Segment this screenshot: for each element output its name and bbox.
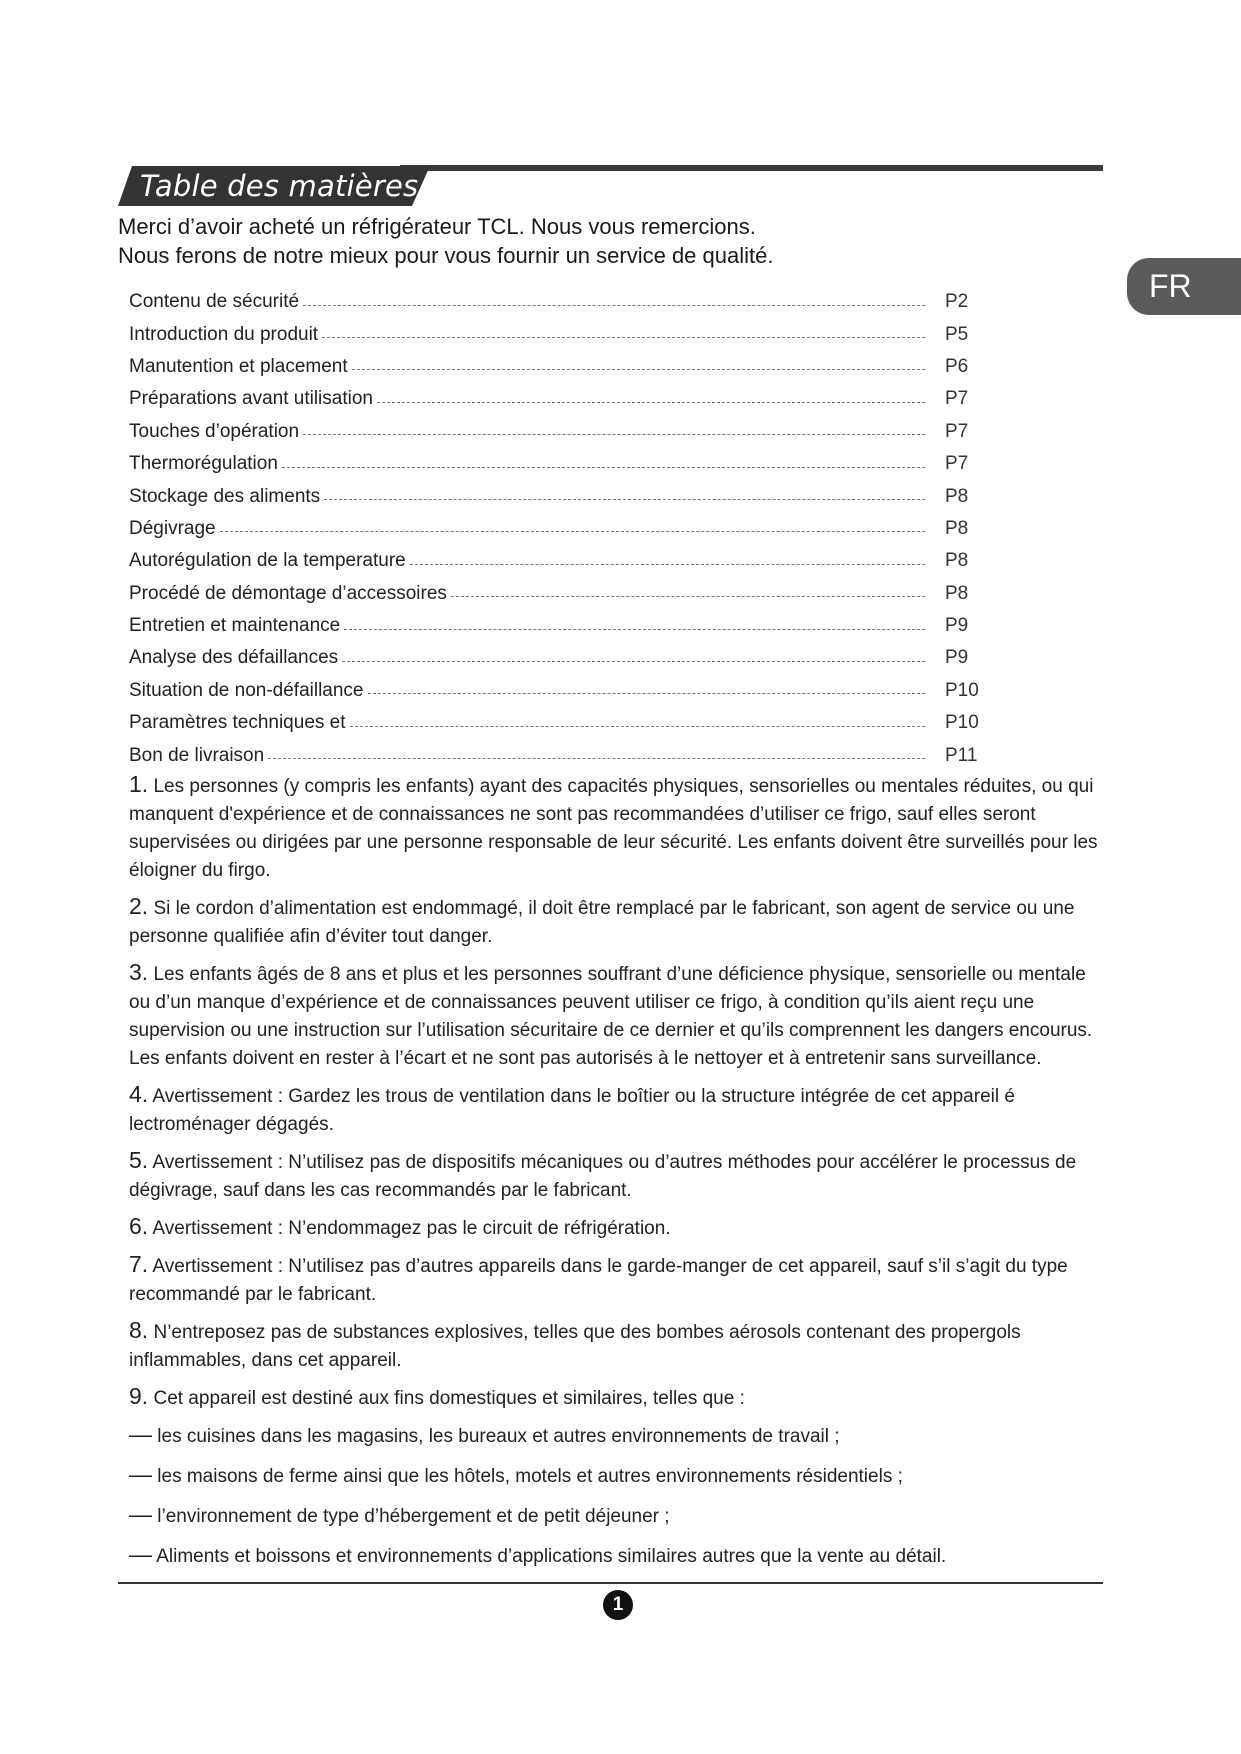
- toc-entry-label: Analyse des défaillances: [129, 647, 339, 669]
- safety-item: 7. Avertissement : N’utilisez pas d’autres appareils dans le garde-manger de cet appareil, sauf s’il s’agit du type recommandé par le fabricant.: [129, 1251, 1068, 1305]
- safety-sub-item: — Aliments et boissons et environnements d’applications similaires autres que la vente au détail.: [129, 1541, 947, 1567]
- toc-entry-page: P7: [945, 388, 969, 410]
- toc-entry[interactable]: [129, 739, 989, 771]
- toc-leader: [268, 758, 925, 759]
- page-number: 1: [603, 1590, 633, 1620]
- toc-entry-page: P7: [945, 453, 969, 475]
- toc-entry[interactable]: [129, 578, 989, 610]
- toc-entry-label: Paramètres techniques et: [129, 712, 346, 734]
- toc-entry-page: P10: [945, 679, 979, 701]
- toc-entry-label: Entretien et maintenance: [129, 615, 341, 637]
- intro-line-2: Nous ferons de notre mieux pour vous fournir un service de qualité.: [118, 243, 774, 268]
- toc-entry-page: P11: [945, 744, 978, 766]
- safety-instructions: [129, 770, 1104, 1580]
- toc-entry-page: P9: [945, 615, 969, 637]
- toc-entry-label: Bon de livraison: [129, 744, 265, 766]
- toc-entry-label: Situation de non-défaillance: [129, 679, 364, 701]
- table-of-contents: [129, 286, 989, 772]
- safety-item: 5. Avertissement : N’utilisez pas de dispositifs mécaniques ou d’autres méthodes pour accélérer le processus de dégivrage, sauf dans les cas recommandés par le fabricant.: [129, 1147, 1077, 1201]
- toc-entry-page: P10: [945, 712, 979, 734]
- toc-entry[interactable]: [129, 318, 989, 350]
- safety-item: 2. Si le cordon d’alimentation est endommagé, il doit être remplacé par le fabricant, son agent de service ou une personne qualifiée afin d’éviter tout danger.: [129, 893, 1075, 947]
- toc-leader: [451, 596, 925, 597]
- toc-entry[interactable]: [129, 448, 989, 480]
- toc-leader: [377, 402, 925, 403]
- toc-leader: [344, 629, 925, 630]
- safety-item: 1. Les personnes (y compris les enfants) ayant des capacités physiques, sensorielles ou mentales réduites, ou qui manquent d'expérience et de connaissances ne sont pas recommandées d’utiliser ce frigo, sauf elles seront supervisées ou dirigées par une personne responsable de leur sécurité. Les enfants doivent être surveillés pour les éloigner du firgo.: [129, 771, 1098, 881]
- toc-entry-label: Touches d’opération: [129, 420, 300, 442]
- toc-leader: [368, 693, 925, 694]
- toc-entry-label: Stockage des aliments: [129, 485, 321, 507]
- safety-sub-item: — les maisons de ferme ainsi que les hôtels, motels et autres environnements résidentiels ;: [129, 1461, 903, 1487]
- safety-item: 8. N’entreposez pas de substances explosives, telles que des bombes aérosols contenant des propergols inflammables, dans cet appareil.: [129, 1317, 1021, 1371]
- toc-entry[interactable]: [129, 642, 989, 674]
- intro-text: [118, 212, 1118, 270]
- toc-entry-label: Autorégulation de la temperature: [129, 550, 406, 572]
- toc-entry-label: Contenu de sécurité: [129, 291, 300, 313]
- intro-line-1: Merci d’avoir acheté un réfrigérateur TCL. Nous vous remercions.: [118, 214, 756, 239]
- toc-entry[interactable]: [129, 351, 989, 383]
- toc-entry[interactable]: [129, 513, 989, 545]
- toc-entry-label: Dégivrage: [129, 517, 216, 539]
- safety-sub-item: — les cuisines dans les magasins, les bureaux et autres environnements de travail ;: [129, 1421, 840, 1447]
- language-badge: FR: [1127, 258, 1241, 315]
- toc-entry-page: P7: [945, 420, 969, 442]
- toc-leader: [220, 531, 925, 532]
- toc-entry-page: P9: [945, 647, 969, 669]
- toc-entry[interactable]: [129, 610, 989, 642]
- toc-entry-label: Préparations avant utilisation: [129, 388, 373, 410]
- toc-leader: [303, 305, 925, 306]
- toc-leader: [322, 337, 925, 338]
- toc-entry-label: Introduction du produit: [129, 323, 319, 345]
- toc-entry-label: Procédé de démontage d’accessoires: [129, 582, 447, 604]
- toc-entry-page: P6: [945, 355, 969, 377]
- toc-entry[interactable]: [129, 480, 989, 512]
- safety-item: 6. Avertissement : N’endommagez pas le circuit de réfrigération.: [129, 1213, 671, 1239]
- toc-entry[interactable]: [129, 416, 989, 448]
- toc-entry-page: P8: [945, 582, 969, 604]
- toc-entry[interactable]: [129, 707, 989, 739]
- footer-rule: [118, 1582, 1103, 1584]
- toc-entry[interactable]: [129, 286, 989, 318]
- toc-leader: [342, 661, 925, 662]
- toc-leader: [410, 564, 925, 565]
- toc-entry[interactable]: [129, 545, 989, 577]
- toc-entry[interactable]: [129, 383, 989, 415]
- toc-leader: [350, 726, 925, 727]
- toc-entry-label: Manutention et placement: [129, 355, 348, 377]
- toc-entry[interactable]: [129, 675, 989, 707]
- toc-leader: [352, 369, 925, 370]
- safety-item: 4. Avertissement : Gardez les trous de ventilation dans le boîtier ou la structure intégrée de cet appareil é lectroménager dégagés.: [129, 1081, 1015, 1135]
- safety-item: 9. Cet appareil est destiné aux fins domestiques et similaires, telles que :: [129, 1383, 745, 1409]
- toc-entry-page: P8: [945, 550, 969, 572]
- header-rule: [400, 165, 1103, 171]
- toc-leader: [324, 499, 925, 500]
- safety-item: 3. Les enfants âgés de 8 ans et plus et les personnes souffrant d’une déficience physique, sensorielle ou mentale ou d’un manque d’expérience et de connaissances peuvent utiliser ce frigo, à condition qu’ils aient reçu une supervision ou une instruction sur l’utilisation sécuritaire de ce dernier et qu’ils comprennent les dangers encourus. Les enfants doivent en rester à l’écart et ne sont pas autorisés à le nettoyer et à entretenir sans surveillance.: [129, 959, 1093, 1069]
- toc-entry-page: P8: [945, 485, 969, 507]
- toc-entry-label: Thermorégulation: [129, 453, 278, 475]
- toc-entry-page: P5: [945, 323, 969, 345]
- toc-entry-page: P8: [945, 517, 969, 539]
- safety-sub-item: — l’environnement de type d’hébergement et de petit déjeuner ;: [129, 1501, 670, 1527]
- page-title: Table des matières: [140, 169, 419, 203]
- toc-leader: [303, 434, 925, 435]
- toc-entry-page: P2: [945, 291, 969, 313]
- toc-leader: [282, 467, 925, 468]
